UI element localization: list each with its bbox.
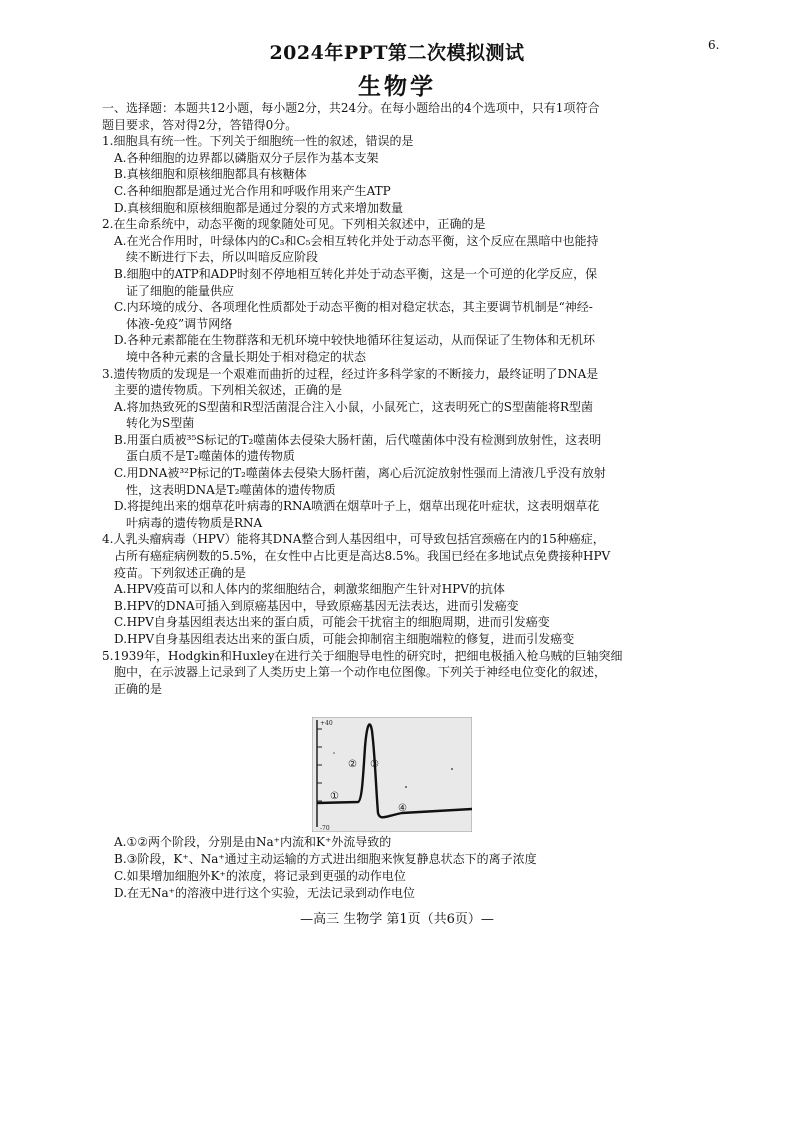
figure-axis-top-label: +40	[320, 720, 333, 727]
q5-option-c: C.如果增加细胞外K⁺的浓度，将记录到更强的动作电位	[114, 869, 406, 883]
q3-option-c-cont: 性，这表明DNA是T₂噬菌体的遗传物质	[126, 482, 336, 497]
q2-option-b-cont: 证了细胞的能量供应	[126, 283, 235, 298]
figure-label-2: ②	[348, 759, 357, 770]
q2-option-c-cont: 体液-免疫”调节网络	[126, 316, 233, 331]
q3-option-b: B.用蛋白质被³⁵S标记的T₂噬菌体去侵染大肠杆菌，后代噬菌体中没有检测到放射性，这表明	[114, 432, 602, 447]
q3-option-c: C.用DNA被³²P标记的T₂噬菌体去侵染大肠杆菌，离心后沉淀放射性强而上清液几乎没有放射	[114, 466, 606, 481]
q4-stem-cont-2: 疫苗。下列叙述正确的是	[114, 565, 247, 580]
q2-stem: 2.在生命系统中，动态平衡的现象随处可见。下列相关叙述中，正确的是	[102, 217, 486, 232]
q4-stem: 4.人乳头瘤病毒（HPV）能将其DNA整合到人基因组中，可导致包括宫颈癌在内的15种癌症，	[102, 532, 605, 547]
q5-options-block	[102, 834, 694, 902]
q3-option-d: D.将提纯出来的烟草花叶病毒的RNA喷洒在烟草叶子上，烟草出现花叶症状，这表明烟草花	[114, 499, 600, 514]
questions-block	[102, 100, 694, 697]
exam-title: 2024年PPT第二次模拟测试	[269, 42, 525, 64]
q4-option-b: B.HPV的DNA可插入到原癌基因中，导致原癌基因无法表达，进而引发癌变	[114, 598, 519, 613]
q2-option-c: C.内环境的成分、各项理化性质都处于动态平衡的相对稳定状态，其主要调节机制是“神经-	[114, 300, 593, 315]
q2-option-b: B.细胞中的ATP和ADP时刻不停地相互转化并处于动态平衡，这是一个可逆的化学反应，保	[114, 266, 598, 281]
q5-option-d: D.在无Na⁺的溶液中进行这个实验，无法记录到动作电位	[114, 886, 415, 900]
section-instruction-1: 一、选择题：本题共12小题，每小题2分，共24分。在每小题给出的4个选项中，只有1项符合	[102, 101, 600, 115]
q5-stem: 5.1939年，Hodgkin和Huxley在进行关于细胞导电性的研究时，把细电极插入枪乌贼的巨轴突细	[102, 648, 623, 663]
q3-stem-cont: 主要的遗传物质。下列相关叙述，正确的是	[114, 383, 343, 398]
section-instruction-2: 题目要求，答对得2分，答错得0分。	[102, 117, 298, 132]
q3-option-b-cont: 蛋白质不是T₂噬菌体的遗传物质	[126, 449, 295, 464]
q2-option-a-cont: 续不断进行下去，所以叫暗反应阶段	[126, 250, 319, 265]
q4-option-d: D.HPV自身基因组表达出来的蛋白质，可能会抑制宿主细胞端粒的修复，进而引发癌变	[114, 632, 575, 646]
q2-option-a: A.在光合作用时，叶绿体内的C₃和C₅会相互转化并处于动态平衡，这个反应在黑暗中也能持	[114, 233, 599, 248]
q5-stem-cont-2: 正确的是	[114, 681, 163, 696]
q1-option-c: C.各种细胞都是通过光合作用和呼吸作用来产生ATP	[114, 183, 391, 198]
q2-option-d: D.各种元素都能在生物群落和无机环境中较快地循环往复运动，从而保证了生物体和无机环	[114, 333, 596, 348]
q1-option-d: D.真核细胞和原核细胞都是通过分裂的方式来增加数量	[114, 200, 404, 215]
q3-option-a-cont: 转化为S型菌	[126, 416, 195, 431]
figure-label-1: ①	[330, 791, 339, 802]
page-footer: —高三 生物学 第1页（共6页）—	[300, 912, 494, 927]
q1-option-a: A.各种细胞的边界都以磷脂双分子层作为基本支架	[114, 150, 379, 165]
q3-stem: 3.遗传物质的发现是一个艰难而曲折的过程，经过许多科学家的不断接力，最终证明了DNA是	[102, 366, 599, 381]
q4-option-a: A.HPV疫苗可以和人体内的浆细胞结合，刺激浆细胞产生针对HPV的抗体	[114, 582, 505, 597]
q5-stem-cont-1: 胞中，在示波器上记录到了人类历史上第一个动作电位图像。下列关于神经电位变化的叙述，	[114, 665, 607, 680]
page-number: 6.	[708, 38, 720, 52]
q3-option-d-cont: 叶病毒的遗传物质是RNA	[126, 515, 263, 530]
figure-label-4: ④	[398, 803, 407, 814]
q4-option-c: C.HPV自身基因组表达出来的蛋白质，可能会干扰宿主的细胞周期，进而引发癌变	[114, 615, 550, 630]
figure-axis-bottom-label: -70	[320, 825, 330, 832]
q2-option-d-cont: 境中各种元素的含量长期处于相对稳定的状态	[126, 349, 367, 364]
action-potential-figure	[312, 717, 472, 832]
figure-label-3: ③	[370, 759, 379, 770]
q5-option-b: B.③阶段，K⁺、Na⁺通过主动运输的方式进出细胞来恢复静息状态下的离子浓度	[114, 852, 537, 866]
q4-stem-cont-1: 占所有癌症病例数的5.5%，在女性中占比更是高达8.5%。我国已经在多地试点免费接种HPV	[114, 549, 611, 564]
q5-option-a: A.①②两个阶段，分别是由Na⁺内流和K⁺外流导致的	[114, 835, 392, 849]
q1-stem: 1.细胞具有统一性。下列关于细胞统一性的叙述，错误的是	[102, 134, 414, 149]
q1-option-b: B.真核细胞和原核细胞都具有核糖体	[114, 167, 307, 182]
subject-title: 生物学	[358, 73, 436, 100]
q3-option-a: A.将加热致死的S型菌和R型活菌混合注入小鼠，小鼠死亡，这表明死亡的S型菌能将R型菌	[114, 399, 593, 414]
